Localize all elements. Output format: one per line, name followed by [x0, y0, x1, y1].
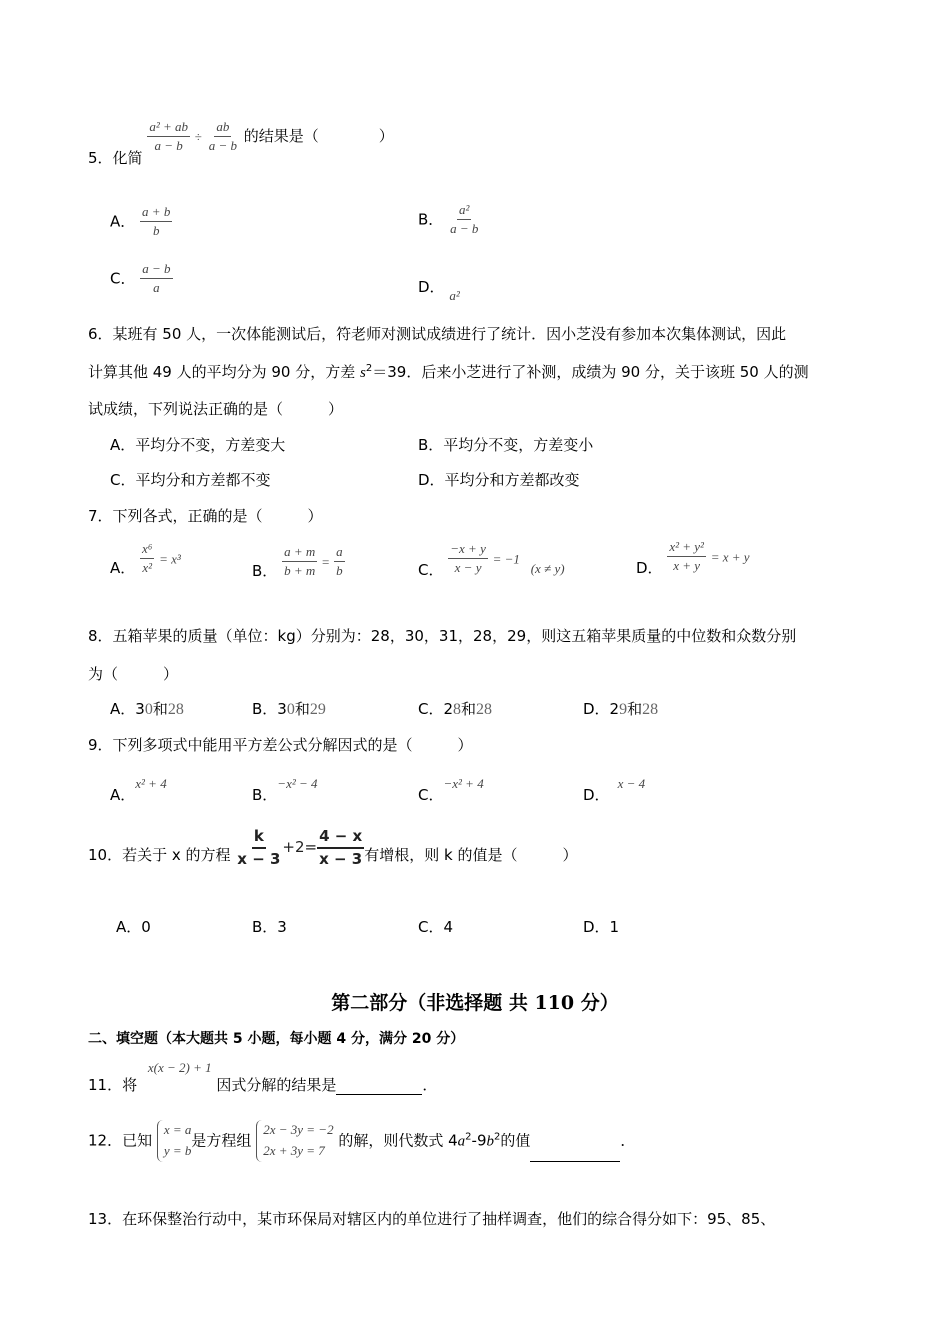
- operator: +2=: [282, 838, 318, 856]
- q9-option-b: [252, 772, 318, 804]
- fraction: [667, 540, 706, 574]
- q5-b-fraction: [448, 203, 480, 237]
- q5-num-1: a² + ab: [147, 120, 190, 137]
- number: 28: [476, 701, 493, 718]
- q11: [88, 1060, 438, 1094]
- den: b: [152, 223, 160, 239]
- digit: 0: [144, 701, 153, 718]
- q9-stem: 9．下列多项式中能用平方差公式分解因式的是（ ）: [88, 736, 473, 754]
- num: a − b: [140, 262, 172, 279]
- text: ．: [422, 1076, 438, 1094]
- text: 11．将: [88, 1076, 138, 1094]
- variance-symbol: s: [360, 365, 366, 381]
- q6-option-c: C．平均分和方差都不变: [110, 471, 271, 489]
- digit: 8: [453, 701, 462, 718]
- den: a: [153, 280, 160, 296]
- and: 和: [294, 700, 310, 718]
- fraction: [448, 542, 488, 576]
- den: x − 3: [237, 849, 281, 868]
- q5-c-fraction: [140, 262, 172, 296]
- fraction: [282, 545, 317, 579]
- den: x − y: [454, 560, 482, 576]
- option-label: A．: [110, 786, 136, 804]
- text: ＝39．后来小芝进行了补测，成绩为 90 分，关于该班 50 人的测: [372, 363, 809, 381]
- q9-option-c: [418, 772, 484, 804]
- text: -9: [471, 1131, 487, 1150]
- and: 和: [152, 700, 168, 718]
- text: 因式分解的结果是: [216, 1076, 337, 1094]
- var: a: [457, 1133, 466, 1150]
- text: 有增根，则 k 的值是（ ）: [364, 846, 578, 864]
- option-label: C．2: [418, 700, 454, 718]
- q8-option-d: [583, 698, 658, 719]
- text: 的解，则代数式 4: [333, 1131, 458, 1150]
- number: 28: [167, 701, 184, 718]
- option-label: D．: [636, 559, 663, 578]
- digit: 9: [619, 701, 628, 718]
- option-label: B．: [252, 562, 278, 581]
- num: −x + y: [448, 542, 488, 559]
- q7-option-b: [252, 545, 345, 579]
- q10-option-c: C．4: [418, 918, 454, 936]
- expr: x − 4: [617, 776, 646, 791]
- q10-option-a: A．0: [116, 918, 151, 936]
- q5-stem: [88, 119, 394, 168]
- q10-option-b: B．3: [252, 918, 287, 936]
- answer-blank[interactable]: [336, 1078, 422, 1095]
- option-label: A．: [110, 212, 136, 231]
- eq: 2x − 3y = −2: [263, 1122, 334, 1137]
- option-label: D．: [418, 278, 445, 296]
- option-label: D．: [583, 786, 610, 804]
- superscript: 2: [365, 363, 373, 374]
- q7-option-a: [110, 542, 181, 576]
- option-label: C．: [418, 786, 444, 804]
- q9-option-d: [583, 772, 646, 804]
- and: 和: [627, 700, 643, 718]
- expr: −x² + 4: [443, 776, 484, 791]
- q5-option-b: [418, 203, 480, 237]
- q5-option-d: [418, 276, 460, 303]
- q6-line-3: 试成绩，下列说法正确的是（ ）: [88, 400, 344, 418]
- fraction: [317, 828, 364, 867]
- q7-option-c: [418, 541, 565, 580]
- q6-option-a: A．平均分不变，方差变大: [110, 436, 286, 454]
- q12: [88, 1120, 635, 1162]
- q5-fraction-1: [147, 120, 190, 154]
- q6-line-1: 6．某班有 50 人，一次体能测试后，符老师对测试成绩进行了统计．因小芝没有参加本次集体测试，因此: [88, 325, 787, 343]
- num: a + b: [140, 205, 172, 222]
- expr: x² + 4: [135, 776, 167, 791]
- and: 和: [461, 700, 477, 718]
- q7-stem: 7．下列各式，正确的是（ ）: [88, 507, 323, 525]
- q5-fraction-2: [207, 120, 239, 154]
- q10-stem: [88, 828, 577, 867]
- text: 是方程组: [191, 1131, 252, 1150]
- q9-option-a: [110, 772, 167, 804]
- q6-option-d: D．平均分和方差都改变: [418, 471, 580, 489]
- den: a − b: [450, 221, 479, 237]
- q5-option-c: [110, 262, 173, 296]
- num: x² + y²: [667, 540, 706, 557]
- num: 4 − x: [317, 828, 364, 849]
- fraction: [334, 545, 345, 579]
- option-label: B．: [252, 786, 278, 804]
- answer-blank[interactable]: [530, 1145, 620, 1162]
- sup: 2: [465, 1131, 472, 1143]
- eq: x = a: [163, 1122, 192, 1137]
- eq: y = b: [163, 1142, 192, 1158]
- q10-option-d: D．1: [583, 918, 620, 936]
- q8-option-b: [252, 698, 326, 719]
- den: x − 3: [319, 849, 363, 868]
- part-two-heading: 第二部分（非选择题 共 110 分）: [331, 992, 619, 1014]
- num: a + m: [282, 545, 317, 562]
- num: k: [252, 828, 266, 849]
- digit: 0: [286, 701, 295, 718]
- q5-option-a: [110, 205, 172, 239]
- q6-line-2: [88, 361, 809, 382]
- text: 10．若关于 x 的方程: [88, 846, 231, 864]
- q6-option-b: B．平均分不变，方差变小: [418, 436, 594, 454]
- expr: x(x − 2) + 1: [147, 1060, 212, 1075]
- condition: (x ≠ y): [530, 561, 565, 577]
- system-2: [256, 1120, 333, 1162]
- expr: −x² − 4: [277, 776, 318, 791]
- sup: 2: [494, 1131, 501, 1143]
- equals: =: [322, 554, 330, 570]
- q7-option-d: [636, 539, 750, 578]
- q8-option-c: [418, 698, 492, 719]
- q5-a-fraction: [140, 205, 172, 239]
- option-label: A．3: [110, 700, 145, 718]
- q8-line-1: 8．五箱苹果的质量（单位：kg）分别为：28，30，31，28，29，则这五箱苹果质量的中位数和众数分别: [88, 627, 797, 645]
- num: a: [334, 545, 345, 562]
- den: x²: [142, 560, 153, 576]
- num: a²: [457, 203, 471, 220]
- eq: 2x + 3y = 7: [263, 1142, 325, 1158]
- q5-den-2: a − b: [208, 138, 237, 154]
- section-heading: 二、填空题（本大题共 5 小题，每小题 4 分，满分 20 分）: [88, 1031, 465, 1047]
- option-label: D．2: [583, 700, 620, 718]
- option-label: B．: [418, 210, 444, 229]
- option-label: A．: [110, 559, 136, 578]
- text: 计算其他 49 人的平均分为 90 分，方差: [88, 363, 361, 381]
- rhs: = x³: [159, 551, 181, 567]
- rhs: = −1: [492, 551, 520, 567]
- den: b: [336, 563, 343, 579]
- num: x⁶: [140, 542, 154, 559]
- q13-line-1: 13．在环保整治行动中，某市环保局对辖区内的单位进行了抽样调查，他们的综合得分如下：95、85、: [88, 1210, 776, 1228]
- rhs: = x + y: [710, 549, 750, 565]
- q8-line-2: 为（ ）: [88, 665, 179, 683]
- var: b: [486, 1133, 495, 1150]
- option-label: C．: [110, 269, 136, 288]
- den: b + m: [284, 563, 316, 579]
- option-label: B．3: [252, 700, 287, 718]
- text: 的值: [500, 1131, 531, 1150]
- q5-prefix: 5．化简: [88, 149, 143, 168]
- option-label: C．: [418, 561, 444, 580]
- q8-option-a: [110, 698, 184, 719]
- number: 28: [642, 701, 659, 718]
- q5-divide-sign: ÷: [194, 129, 202, 145]
- text: ．: [620, 1131, 636, 1150]
- q5-suffix: 的结果是（ ）: [243, 127, 394, 146]
- q5-num-2: ab: [214, 120, 231, 137]
- fraction: [140, 542, 154, 576]
- text: 12．已知: [88, 1131, 153, 1150]
- q5-den-1: a − b: [154, 138, 183, 154]
- fraction: [235, 828, 282, 867]
- q5-d-value: a²: [449, 288, 460, 303]
- system-1: [157, 1120, 192, 1162]
- den: x + y: [673, 558, 701, 574]
- number: 29: [309, 701, 326, 718]
